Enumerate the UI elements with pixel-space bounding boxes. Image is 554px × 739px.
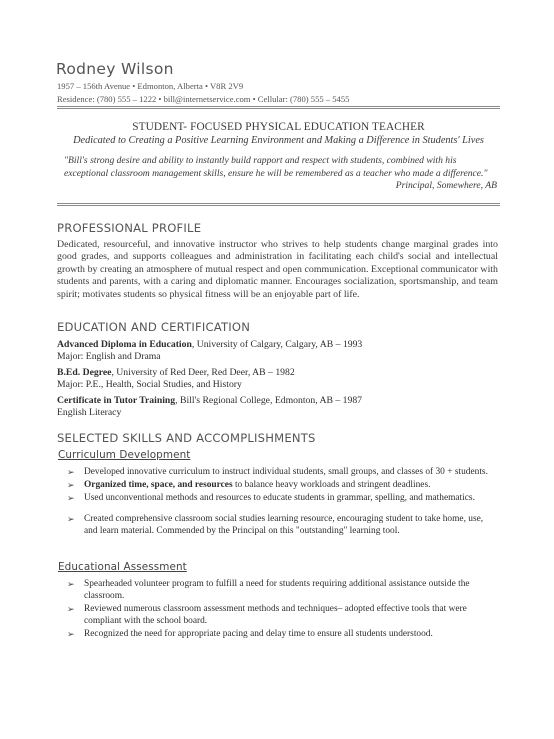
education-degree: Certificate in Tutor Training xyxy=(57,395,176,406)
education-entry xyxy=(57,367,295,392)
assessment-subheading: Educational Assessment xyxy=(58,561,187,573)
education-degree: B.Ed. Degree xyxy=(57,367,112,378)
address-line: 1957 – 156th Avenue • Edmonton, Alberta • V8R 2V9 xyxy=(57,81,244,91)
education-degree: Advanced Diploma in Education xyxy=(57,339,192,350)
arrow-bullet-icon: ➢ xyxy=(67,467,75,477)
list-item: ➢ Used unconventional methods and resources to educate students in grammar, spelling, and mathematics. xyxy=(67,493,475,503)
education-major: Major: English and Drama xyxy=(57,351,161,363)
education-major: English Literacy xyxy=(57,407,122,419)
profile-heading: PROFESSIONAL PROFILE xyxy=(57,221,202,235)
education-entry xyxy=(57,339,362,364)
arrow-bullet-icon: ➢ xyxy=(67,579,75,589)
candidate-name: Rodney Wilson xyxy=(56,60,174,78)
curriculum-list xyxy=(58,466,488,537)
contact-line: Residence: (780) 555 – 1222 • bill@internetservice.com • Cellular: (780) 555 – 5455 xyxy=(57,94,350,104)
testimonial-author: Principal, Somewhere, AB xyxy=(395,180,497,191)
arrow-bullet-icon: ➢ xyxy=(67,604,75,614)
testimonial-quote: "Bill's strong desire and ability to instantly build rapport and respect with students, combined with his exceptional classroom management skills, ensure he will be remembered as a teacher who made a difference." xyxy=(64,155,488,179)
arrow-bullet-icon: ➢ xyxy=(67,514,75,524)
skills-heading: SELECTED SKILLS AND ACCOMPLISHMENTS xyxy=(57,431,316,445)
list-item: ➢ Developed innovative curriculum to instruct individual students, small groups, and classes of 30 + students. xyxy=(67,467,488,477)
list-item: ➢ Spearheaded volunteer program to fulfill a need for students requiring additional assistance outside the classroom. xyxy=(67,579,470,601)
list-item: ➢ Recognized the need for appropriate pacing and delay time to ensure all students understood. xyxy=(67,629,433,639)
curriculum-subheading: Curriculum Development xyxy=(58,449,191,461)
education-major: Major: P.E., Health, Social Studies, and History xyxy=(57,379,242,391)
education-heading: EDUCATION AND CERTIFICATION xyxy=(57,320,251,334)
education-entry xyxy=(57,395,362,420)
list-item: ➢ Reviewed numerous classroom assessment methods and techniques– adopted effective tools that were compliant with the school board. xyxy=(67,604,467,626)
education-institution: , Bill's Regional College, Edmonton, AB – 1987 xyxy=(175,395,363,406)
education-institution: , University of Red Deer, Red Deer, AB – 1982 xyxy=(111,367,295,378)
list-item: ➢ Organized time, space, and resources to balance heavy workloads and stringent deadlines. xyxy=(67,480,431,490)
profile-text: Dedicated, resourceful, and innovative instructor who strives to help students change marginal grades into good grades, and supports colleagues and administration in facilitating each child's social and intellectual growth by creating an atmosphere of mutual respect and open communication. Exceptional communicator with students and parents, with a caring and diplomatic manner. Encourages socialization, sportsmanship, and team spirit; motivates students so physical fitness will be an enjoyable part of life. xyxy=(57,239,498,300)
assessment-list xyxy=(58,578,488,640)
arrow-bullet-icon: ➢ xyxy=(67,493,75,503)
header-divider xyxy=(57,106,500,110)
education-institution: , University of Calgary, Calgary, AB – 1993 xyxy=(191,339,363,350)
arrow-bullet-icon: ➢ xyxy=(67,629,75,639)
headline-divider xyxy=(57,203,500,207)
headline-subtitle: Dedicated to Creating a Positive Learning Environment and Making a Difference in Students' Lives xyxy=(73,135,484,146)
arrow-bullet-icon: ➢ xyxy=(67,480,75,490)
list-item: ➢ Created comprehensive classroom social studies learning resource, encouraging student to take home, use, and learn material. Commended by the Principal on this "outstanding" learning tool. xyxy=(67,514,484,536)
headline-title: STUDENT- FOCUSED PHYSICAL EDUCATION TEACHER xyxy=(132,121,425,133)
